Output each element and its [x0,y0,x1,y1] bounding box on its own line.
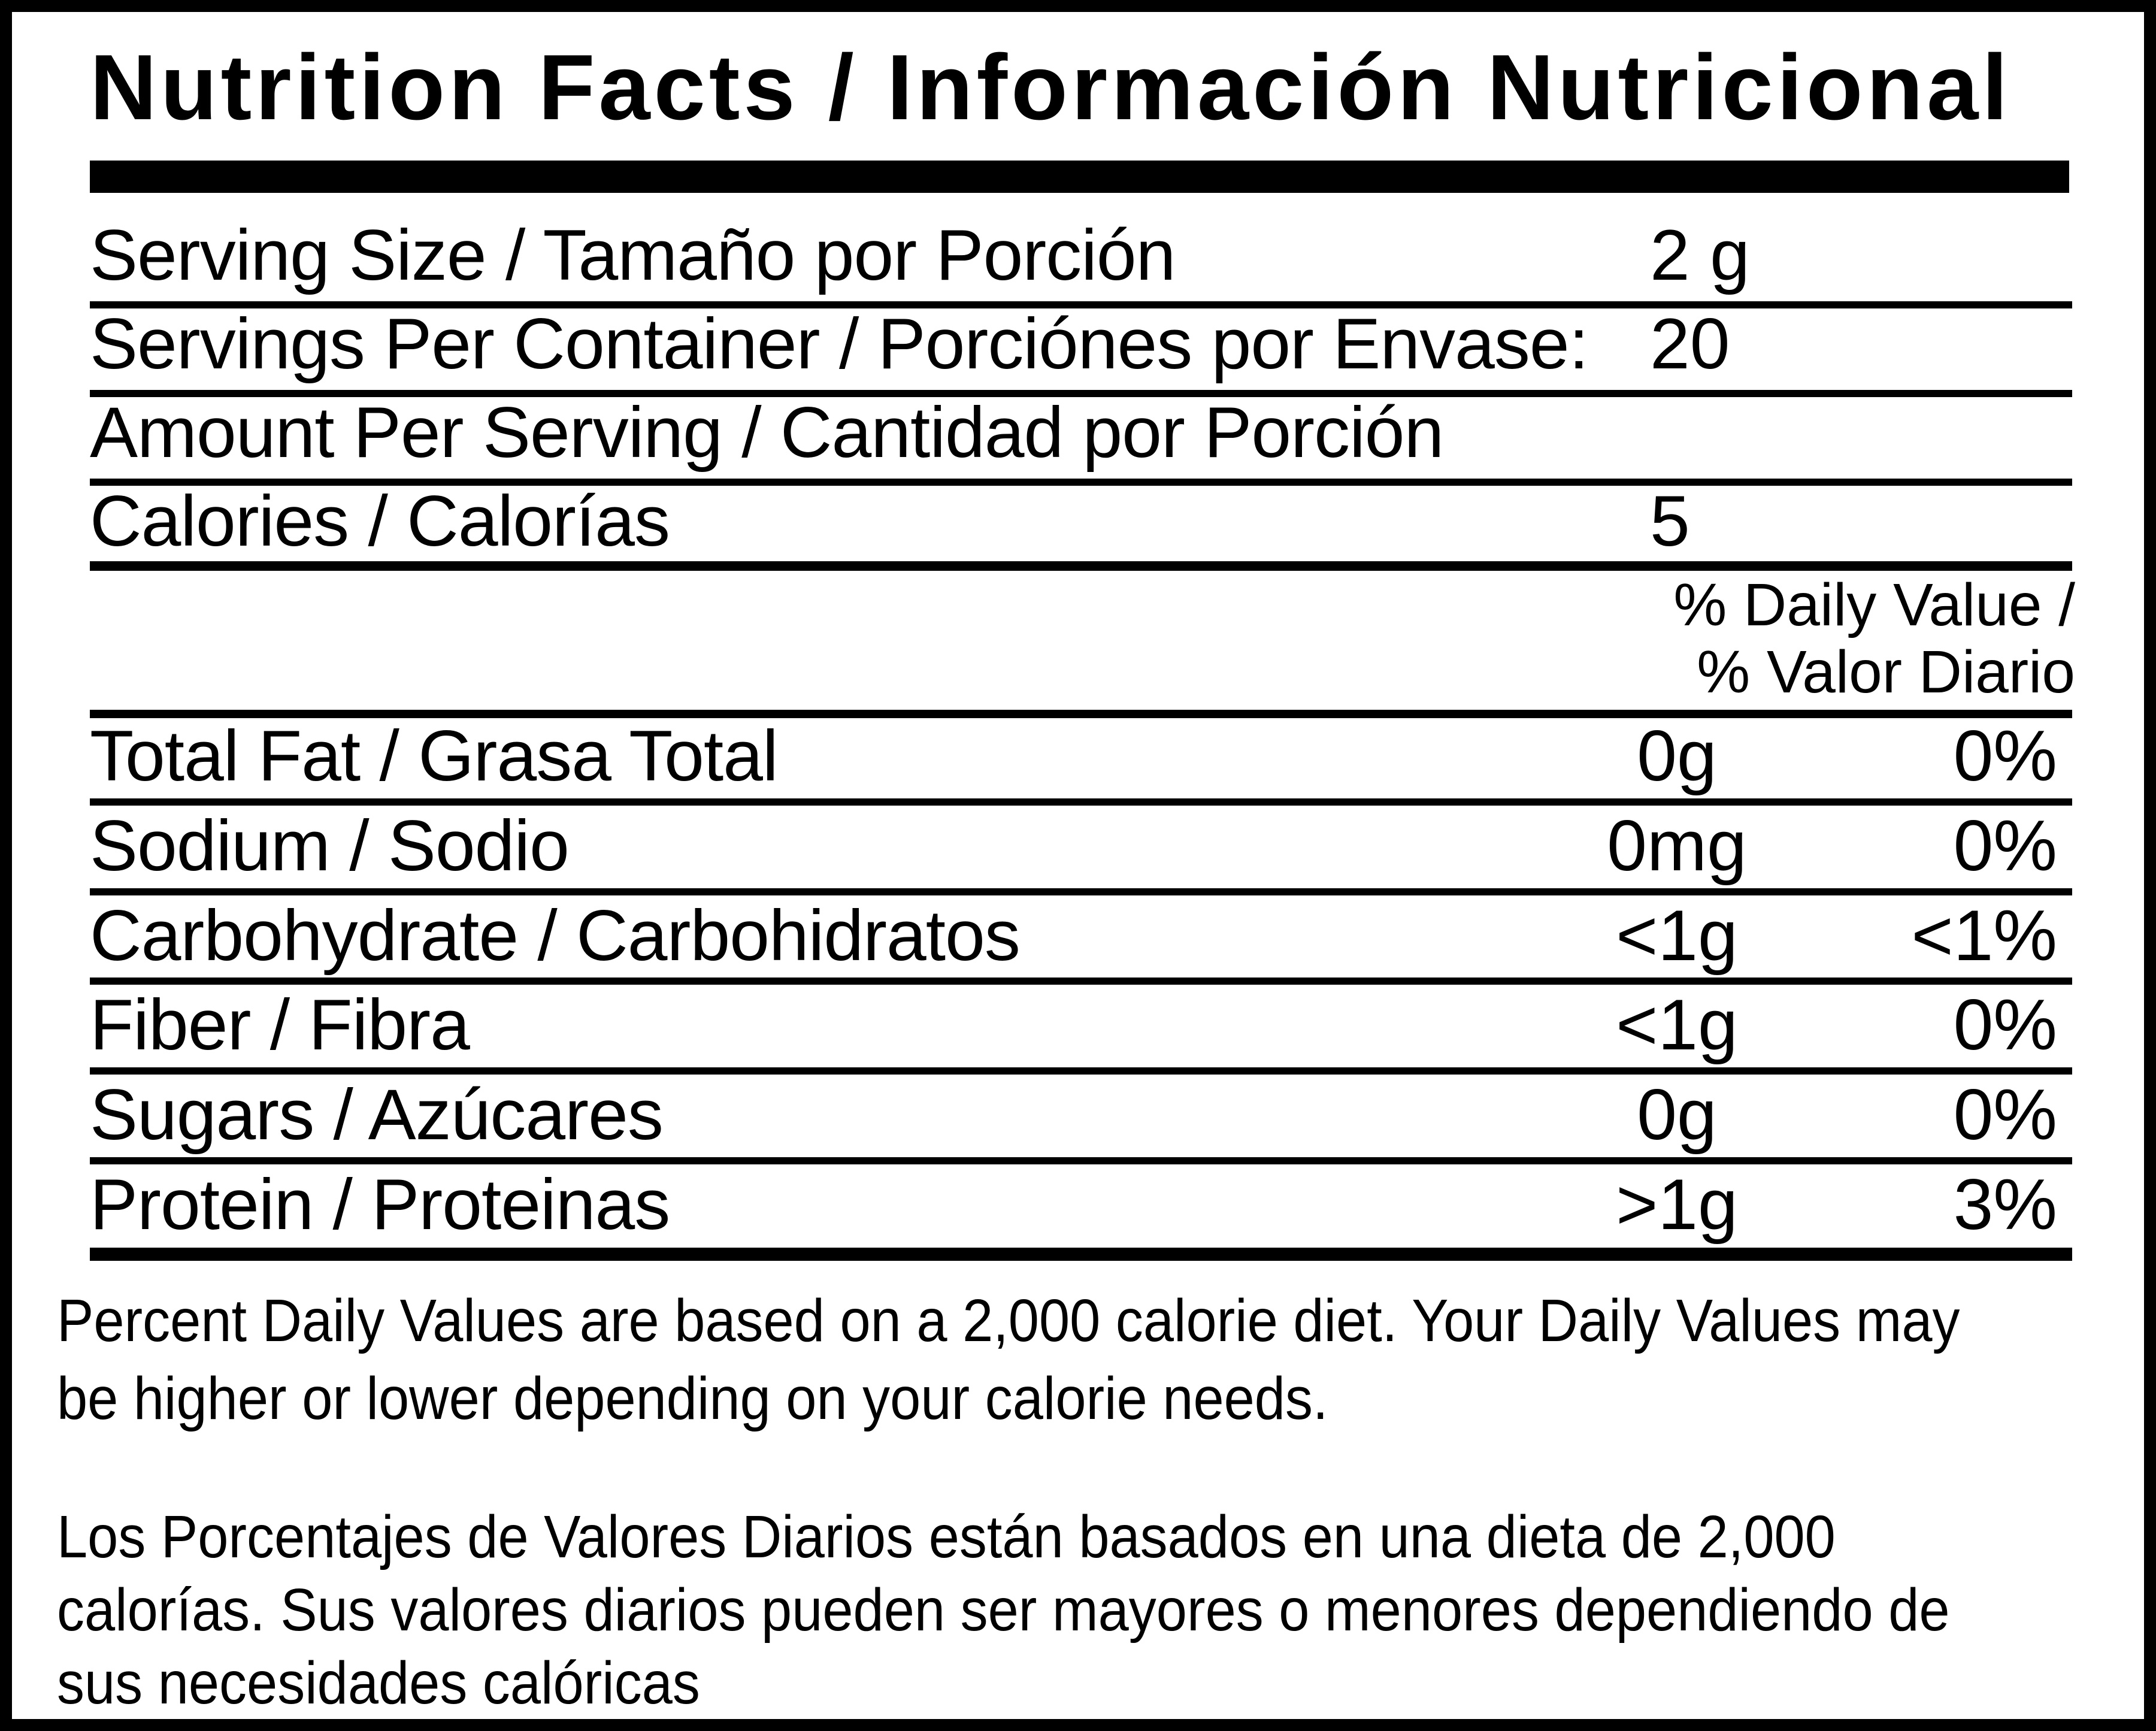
title-separator-bar [90,161,2069,193]
carbohydrate-row [0,891,2156,981]
servings-per-container-row [0,299,2156,389]
sodium-amount: 0mg [1607,806,1747,886]
sugars-label: Sugars / Azúcares [90,1075,663,1155]
serving-size-value: 2 g [1650,215,1750,295]
sodium-daily-value: 0% [1953,806,2057,886]
daily-value-header [1198,571,2075,706]
footnote-spanish-line2: calorías. Sus valores diarios pueden ser mayores o menores dependiendo de [57,1576,1950,1644]
protein-label: Protein / Proteinas [90,1164,670,1245]
carbohydrate-amount: <1g [1616,895,1738,976]
protein-amount: >1g [1616,1164,1738,1245]
serving-size-label: Serving Size / Tamaño por Porción [90,215,1176,295]
fiber-row [0,980,2156,1070]
amount-per-serving-label: Amount Per Serving / Cantidad por Porción [90,392,1444,473]
fiber-amount: <1g [1616,985,1738,1065]
sodium-row [0,801,2156,891]
calories-row [0,476,2156,566]
daily-value-header-line1: % Daily Value / [1673,571,2075,638]
footnote-spanish [57,1500,1963,1720]
sugars-daily-value: 0% [1953,1075,2057,1155]
fiber-daily-value: 0% [1953,985,2057,1065]
carbohydrate-label: Carbohydrate / Carbohidratos [90,895,1020,976]
footnote-english [57,1282,1963,1438]
fiber-label: Fiber / Fibra [90,985,470,1065]
sodium-label: Sodium / Sodio [90,806,569,886]
label-title: Nutrition Facts / Información Nutricional [90,35,2012,139]
rule-under-calories [90,561,2072,571]
rule-under-protein [90,1248,2072,1261]
footnote-english-line2: be higher or lower depending on your calorie needs. [57,1365,1328,1432]
amount-per-serving-row [0,388,2156,477]
sugars-row [0,1070,2156,1160]
total-fat-label: Total Fat / Grasa Total [90,716,778,796]
protein-row [0,1160,2156,1249]
daily-value-header-line2: % Valor Diario [1697,638,2075,706]
footnote-english-line1: Percent Daily Values are based on a 2,000 calorie diet. Your Daily Values may [57,1287,1960,1354]
calories-value: 5 [1650,481,1690,561]
footnote-spanish-line1: Los Porcentajes de Valores Diarios están basados en una dieta de 2,000 [57,1503,1836,1570]
total-fat-amount: 0g [1637,716,1717,796]
total-fat-daily-value: 0% [1953,716,2057,796]
protein-daily-value: 3% [1953,1164,2057,1245]
servings-per-container-label: Servings Per Container / Porciónes por Envase: [90,304,1588,384]
servings-per-container-value: 20 [1650,304,1730,384]
sugars-amount: 0g [1637,1075,1717,1155]
serving-size-row [0,210,2156,300]
calories-label: Calories / Calorías [90,481,670,561]
footnote-spanish-line3: sus necesidades calóricas [57,1650,700,1717]
carbohydrate-daily-value: <1% [1911,895,2057,976]
total-fat-row [0,711,2156,801]
